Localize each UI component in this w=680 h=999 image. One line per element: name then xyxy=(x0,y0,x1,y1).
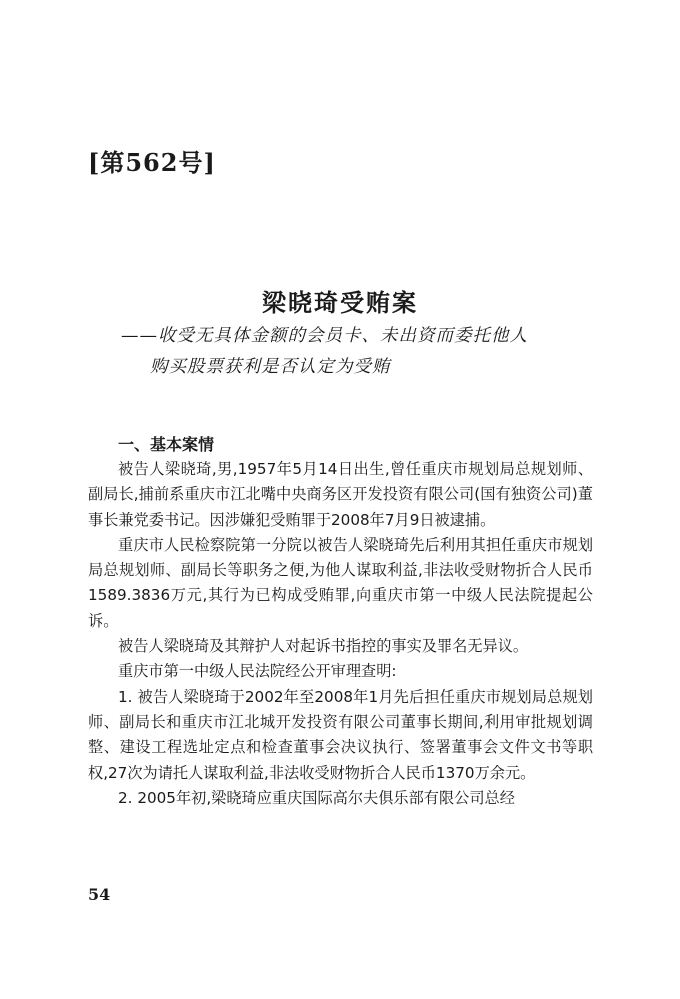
paragraph: 2. 2005年初,梁晓琦应重庆国际高尔夫俱乐部有限公司总经 xyxy=(118,788,515,807)
page-number: 54 xyxy=(88,885,111,904)
body-text xyxy=(88,457,593,811)
case-subtitle-line-2: 购买股票获利是否认定为受贿 xyxy=(150,357,391,377)
case-number: [第562号] xyxy=(88,148,216,177)
section-heading: 一、基本案情 xyxy=(118,435,215,454)
paragraph: 重庆市第一中级人民法院经公开审理查明: xyxy=(118,662,397,681)
case-subtitle-line-1: ——收受无具体金额的会员卡、未出资而委托他人 xyxy=(121,326,528,346)
paragraph: 被告人梁晓琦及其辩护人对起诉书指控的事实及罪名无异议。 xyxy=(118,637,529,656)
case-title: 梁晓琦受贿案 xyxy=(262,289,418,317)
paragraph: 重庆市人民检察院第一分院以被告人梁晓琦先后利用其担任重庆市规划局总规划师、副局长等职务之便,为他人谋取利益,非法收受财物折合人民币1589.3836万元,其行为已构成受贿罪,向重庆市第一中级人民法院提起公诉。 xyxy=(88,535,593,630)
paragraph: 1. 被告人梁晓琦于2002年至2008年1月先后担任重庆市规划局总规划师、副局长和重庆市江北城开发投资有限公司董事长期间,利用审批规划调整、建设工程选址定点和检查董事会决议执行、签署董事会文件文书等职权,27次为请托人谋取利益,非法收受财物折合人民币1370万余元。 xyxy=(88,687,593,782)
paragraph: 被告人梁晓琦,男,1957年5月14日出生,曾任重庆市规划局总规划师、副局长,捕前系重庆市江北嘴中央商务区开发投资有限公司(国有独资公司)董事长兼党委书记。因涉嫌犯受贿罪于2008年7月9日被逮捕。 xyxy=(88,460,593,529)
